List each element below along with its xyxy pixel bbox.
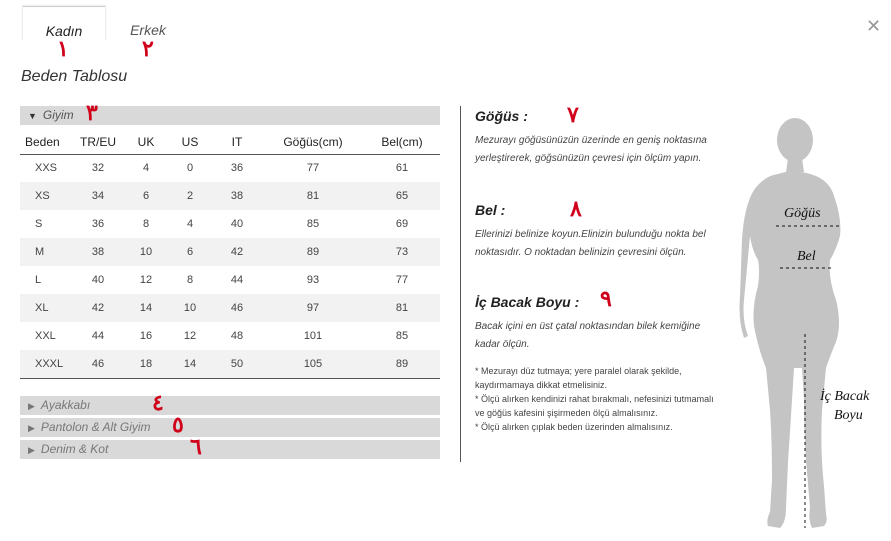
close-icon[interactable]: ✕: [866, 16, 882, 36]
gogus-description: Mezurayı göğüsünüzün üzerinde en geniş noktasına yerleştirerek, göğsünüzün çevresi için ölçüm yapın.: [475, 135, 707, 164]
bel-description: Ellerinizi belinize koyun.Elinizin bulunduğu nokta bel noktasıdır. O noktadan belinizin çevresini ölçün.: [475, 229, 706, 258]
column-header: US: [168, 130, 212, 154]
annotation-marker-9: ٩: [600, 286, 612, 312]
table-cell: 6: [124, 182, 168, 210]
table-cell: 2: [168, 182, 212, 210]
table-row: [20, 154, 440, 182]
figure-bel-label: Bel: [797, 249, 816, 264]
accordion-denim[interactable]: [20, 440, 440, 459]
table-cell: 12: [139, 274, 153, 286]
accordion-ayakkabi-label: Ayakkabı: [40, 398, 91, 412]
column-header: Bel(cm): [364, 130, 440, 154]
figure-boyu-label: Boyu: [834, 408, 863, 423]
table-cell: 34: [72, 182, 124, 210]
accordion-giyim-label: Giyim: [42, 108, 74, 122]
table-row: [20, 294, 440, 322]
gogus-heading: Göğüs :: [475, 108, 528, 124]
table-cell: 89: [364, 350, 440, 378]
annotation-marker-4: ٤: [152, 390, 164, 416]
note-item: * Ölçü alırken çıplak beden üzerinden almalısınız.: [475, 422, 673, 432]
table-cell: 14: [168, 350, 212, 378]
annotation-marker-3: ٣: [86, 100, 98, 126]
body-silhouette-image: [738, 110, 888, 535]
table-cell: 46: [212, 294, 262, 322]
accordion-pantolon[interactable]: [20, 418, 440, 437]
table-row: [20, 182, 440, 210]
caret-right-icon: ▶: [28, 423, 35, 433]
ic-bacak-description: Bacak içini en üst çatal noktasından bilek kemiğine kadar ölçün.: [475, 321, 701, 350]
measurement-notes: [475, 364, 725, 434]
table-cell: 4: [142, 162, 150, 175]
caret-down-icon: ▼: [28, 111, 37, 121]
table-cell: 44: [91, 330, 105, 342]
column-header: IT: [212, 130, 262, 154]
tab-erkek[interactable]: [118, 6, 178, 40]
accordion-giyim[interactable]: [20, 106, 440, 125]
table-cell: 81: [262, 182, 364, 210]
table-cell: 8: [142, 218, 150, 230]
accordion-pantolon-label: Pantolon & Alt Giyim: [40, 420, 151, 434]
ic-bacak-heading: İç Bacak Boyu :: [475, 294, 580, 310]
table-cell: 6: [168, 238, 212, 266]
table-cell: XS: [20, 182, 72, 210]
table-header-row: [20, 130, 440, 154]
figure-gogus-label: Göğüs: [784, 206, 821, 221]
table-row: [20, 238, 440, 266]
table-row: [20, 210, 440, 238]
table-cell: 38: [72, 238, 124, 266]
note-item: * Ölçü alırken kendinizi rahat bırakmalı, nefesinizi tutmamalı ve göğüs kafesini şişirmeden ölçü almalısınız.: [475, 394, 714, 418]
table-cell: 44: [230, 274, 244, 286]
table-cell: 42: [212, 238, 262, 266]
table-cell: 32: [91, 162, 105, 175]
table-cell: 16: [139, 330, 153, 342]
accordion-ayakkabi[interactable]: [20, 396, 440, 415]
table-cell: 101: [303, 330, 323, 342]
table-cell: M: [20, 238, 72, 266]
tab-kadin-label: Kadın: [45, 23, 83, 39]
annotation-marker-6: ٦: [190, 434, 202, 460]
table-cell: 42: [72, 294, 124, 322]
table-cell: 81: [364, 294, 440, 322]
table-cell: 48: [230, 330, 244, 342]
table-cell: 14: [124, 294, 168, 322]
tab-kadin[interactable]: [22, 6, 106, 40]
table-row: [20, 350, 440, 378]
annotation-marker-5: ٥: [172, 412, 184, 438]
bel-heading: Bel :: [475, 202, 506, 218]
annotation-marker-2: ٢: [142, 36, 154, 62]
column-header: UK: [124, 130, 168, 154]
table-cell: 0: [186, 162, 194, 175]
table-cell: 93: [306, 274, 320, 286]
table-cell: 50: [212, 350, 262, 378]
table-cell: 97: [262, 294, 364, 322]
vertical-divider: [460, 106, 461, 462]
table-cell: 77: [306, 162, 320, 175]
table-cell: 8: [186, 274, 194, 286]
table-cell: 18: [124, 350, 168, 378]
table-row: [20, 322, 440, 350]
table-row: [20, 266, 440, 294]
annotation-marker-8: ٨: [570, 196, 582, 222]
page-title: Beden Tablosu: [21, 68, 128, 85]
table-cell: 10: [168, 294, 212, 322]
column-header: Göğüs(cm): [262, 130, 364, 154]
table-cell: 38: [212, 182, 262, 210]
table-cell: S: [35, 218, 43, 230]
table-cell: 69: [395, 218, 409, 230]
table-cell: 73: [364, 238, 440, 266]
table-cell: 12: [183, 330, 197, 342]
accordion-denim-label: Denim & Kot: [40, 442, 109, 456]
tab-erkek-label: Erkek: [130, 22, 166, 38]
table-cell: 85: [306, 218, 320, 230]
table-cell: 65: [364, 182, 440, 210]
table-cell: 4: [186, 218, 194, 230]
table-cell: 61: [395, 162, 409, 175]
table-cell: 40: [230, 218, 244, 230]
table-cell: XL: [20, 294, 72, 322]
caret-right-icon: ▶: [28, 401, 35, 411]
table-cell: 105: [262, 350, 364, 378]
table-cell: XXXL: [20, 350, 72, 378]
table-cell: XXS: [35, 162, 58, 175]
table-cell: 46: [72, 350, 124, 378]
table-cell: 89: [262, 238, 364, 266]
note-item: * Mezurayı düz tutmaya; yere paralel olarak şekilde, kaydırmamaya dikkat etmelisiniz.: [475, 366, 682, 390]
table-cell: 40: [91, 274, 105, 286]
table-cell: 10: [124, 238, 168, 266]
table-cell: 36: [230, 162, 244, 175]
figure-ic-bacak-label: İç Bacak: [820, 389, 870, 404]
annotation-marker-7: ٧: [567, 102, 579, 128]
size-table: [20, 130, 440, 379]
column-header: Beden: [20, 130, 72, 154]
table-cell: XXL: [35, 330, 56, 342]
table-cell: L: [35, 274, 42, 286]
table-cell: 85: [395, 330, 409, 342]
table-cell: 77: [395, 274, 409, 286]
table-cell: 36: [91, 218, 105, 230]
caret-right-icon: ▶: [28, 445, 35, 455]
annotation-marker-1: ١: [57, 36, 69, 62]
column-header: TR/EU: [72, 130, 124, 154]
